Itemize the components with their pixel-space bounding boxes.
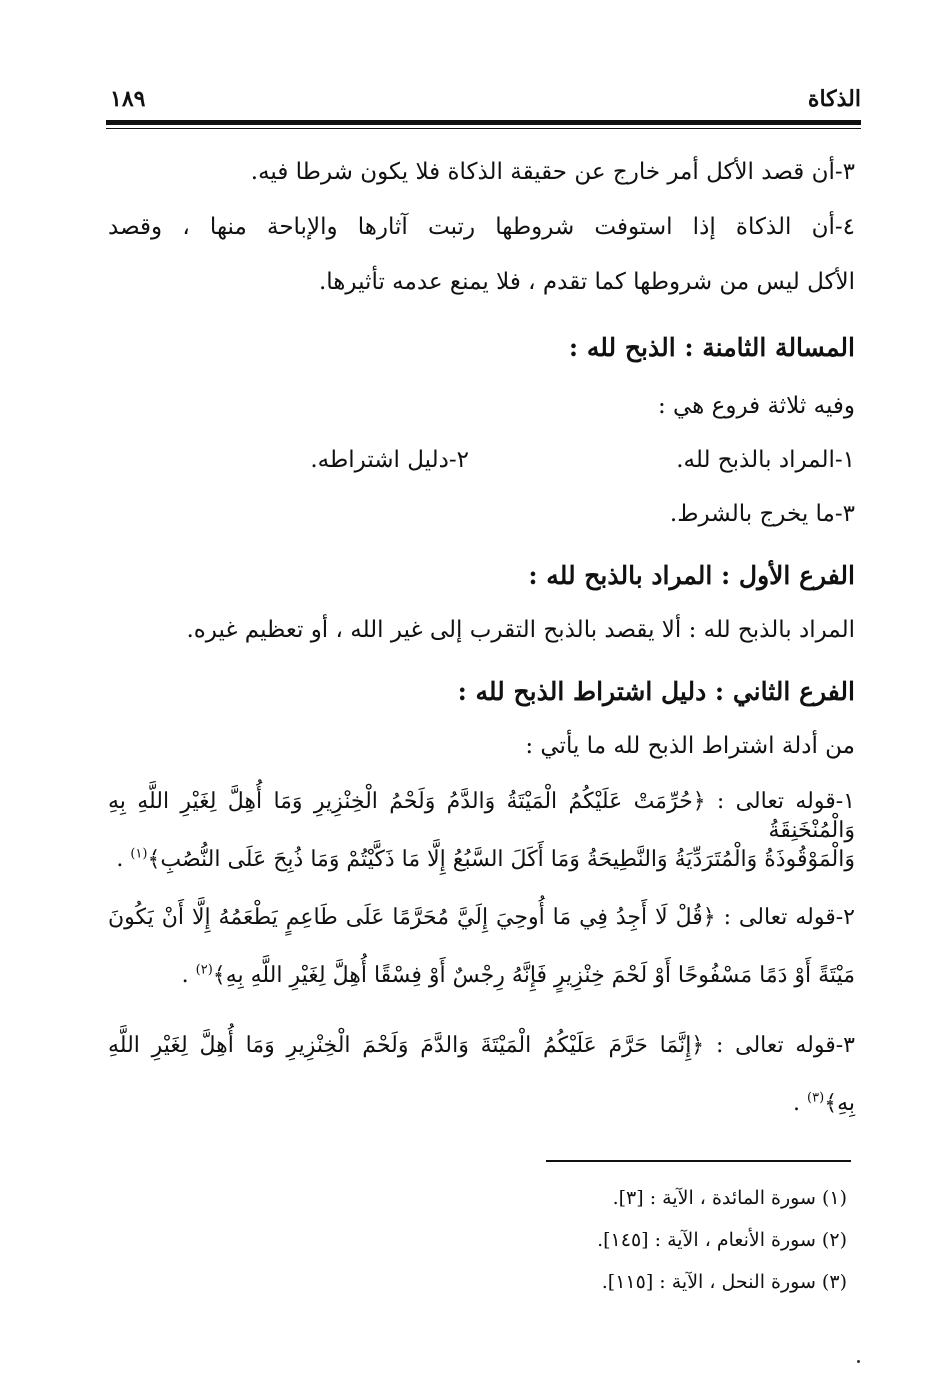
body-line: وفيه ثلاثة فروع هي : xyxy=(657,393,855,419)
list-item: ٢-دليل اشتراطه. xyxy=(310,447,469,473)
page-number: ١٨٩ xyxy=(110,86,146,112)
chapter-title: الذكاة xyxy=(807,86,861,112)
section-heading: المسالة الثامنة : الذبح لله : xyxy=(568,333,855,362)
footnote-marker: (١) xyxy=(130,846,148,862)
footnote-marker: (٢) xyxy=(195,962,213,978)
body-line: ٤-أن الذكاة إذا استوفت شروطها رتبت آثارها والإباحة منها ، وقصد xyxy=(108,214,855,240)
body-line: من أدلة اشتراط الذبح لله ما يأتي : xyxy=(525,733,855,759)
header-rule-thick xyxy=(106,120,861,125)
quran-verse-line: ٢-قوله تعالى : ﴿قُلْ لَا أَجِدُ فِي مَا أُوحِيَ إِلَيَّ مُحَرَّمًا عَلَى طَاعِمٍ يَطْعَمُهُ إِلَّا أَنْ يَكُونَ xyxy=(108,905,855,930)
running-header xyxy=(106,86,861,116)
quran-verse-line: ١-قوله تعالى : ﴿حُرِّمَتْ عَلَيْكُمُ الْمَيْتَةُ وَالدَّمُ وَلَحْمُ الْخِنْزِيرِ وَمَا أُهِلَّ لِغَيْرِ اللَّهِ بِهِ وَالْمُنْخَنِقَةُ xyxy=(108,789,855,843)
list-item: ١-المراد بالذبح لله. xyxy=(676,447,855,473)
scan-speck xyxy=(857,1360,860,1363)
quran-verse-line: مَيْتَةً أَوْ دَمًا مَسْفُوحًا أَوْ لَحْمَ خِنْزِيرٍ فَإِنَّهُ رِجْسٌ أَوْ فِسْقًا أُهِلَّ لِغَيْرِ اللَّهِ بِهِ﴾$^{(٢)}$ . xyxy=(181,962,855,988)
footnote: (٢) سورة الأنعام ، الآية : [١٤٥]. xyxy=(597,1229,847,1251)
body-line: المراد بالذبح لله : ألا يقصد بالذبح التقرب إلى غير الله ، أو تعظيم غيره. xyxy=(186,617,855,643)
subsection-heading: الفرع الأول : المراد بالذبح لله : xyxy=(528,561,855,590)
verse-text: مَيْتَةً أَوْ دَمًا مَسْفُوحًا أَوْ لَحْمَ خِنْزِيرٍ فَإِنَّهُ رِجْسٌ أَوْ فِسْقًا أُهِلَّ لِغَيْرِ اللَّهِ بِهِ﴾ xyxy=(212,963,855,988)
footnote: (٣) سورة النحل ، الآية : [١١٥]. xyxy=(601,1271,847,1293)
quran-verse-line: وَالْمَوْقُوذَةُ وَالْمُتَرَدِّيَةُ وَالنَّطِيحَةُ وَمَا أَكَلَ السَّبُعُ إِلَّا مَا ذَكَّيْتُمْ وَمَا ذُبِحَ عَلَى النُّصُبِ﴾$^{(١)}$ . xyxy=(116,846,855,872)
footnote: (١) سورة المائدة ، الآية : [٣]. xyxy=(612,1187,847,1209)
subsection-heading: الفرع الثاني : دليل اشتراط الذبح لله : xyxy=(457,677,855,706)
footnote-separator xyxy=(546,1160,851,1162)
body-line: ٣-أن قصد الأكل أمر خارج عن حقيقة الذكاة فلا يكون شرطا فيه. xyxy=(250,159,855,185)
footnote-marker: (٣) xyxy=(807,1090,825,1106)
verse-text: وَالْمَوْقُوذَةُ وَالْمُتَرَدِّيَةُ وَالنَّطِيحَةُ وَمَا أَكَلَ السَّبُعُ إِلَّا مَا ذَكَّيْتُمْ وَمَا ذُبِحَ عَلَى النُّصُبِ﴾ xyxy=(147,847,855,872)
body-line: الأكل ليس من شروطها كما تقدم ، فلا يمنع عدمه تأثيرها. xyxy=(318,269,855,295)
quran-verse-line: بِهِ﴾$^{(٣)}$ . xyxy=(793,1090,855,1116)
header-rule-thin xyxy=(106,128,861,129)
verse-text: بِهِ﴾ xyxy=(824,1091,855,1116)
quran-verse-line: ٣-قوله تعالى : ﴿إِنَّمَا حَرَّمَ عَلَيْكُمُ الْمَيْتَةَ وَالدَّمَ وَلَحْمَ الْخِنْزِيرِ وَمَا أُهِلَّ لِغَيْرِ اللَّهِ xyxy=(108,1033,855,1058)
list-item: ٣-ما يخرج بالشرط. xyxy=(669,501,855,527)
